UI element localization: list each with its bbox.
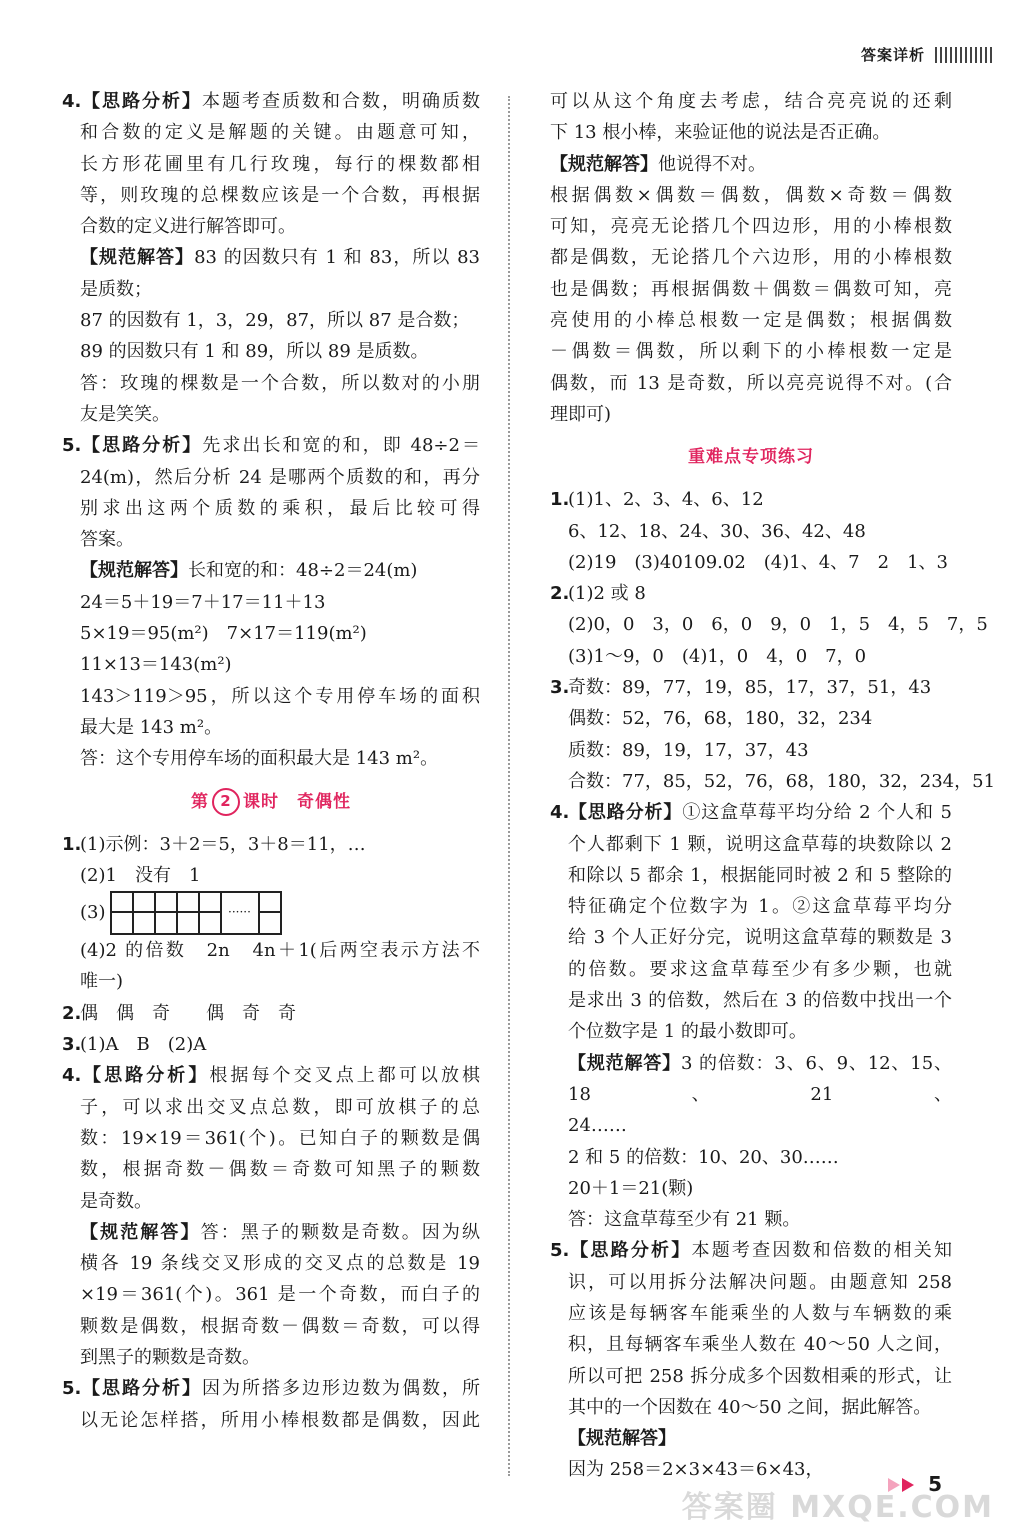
- text-line: [62, 1405, 480, 1436]
- answer-tag: 【思路分析】: [568, 1240, 692, 1262]
- text-line: [62, 555, 480, 586]
- text-line: [62, 618, 480, 649]
- text-line: [550, 242, 952, 273]
- text-line: [550, 274, 952, 305]
- text-line: [62, 493, 480, 524]
- text-line: [550, 399, 952, 430]
- line-text: (2)1 没有 1: [80, 864, 201, 886]
- line-text: 以无论怎样搭，所用小棒根数都是偶数，因此: [80, 1409, 480, 1431]
- text-line: [62, 1279, 480, 1310]
- line-text: 下 13 根小棒，来验证他的说法是否正确。: [550, 122, 891, 144]
- text-line: [62, 1248, 480, 1279]
- line-text: (3)1～9，0 (4)1，0 4，0 7，0: [568, 645, 867, 667]
- text-line: [550, 1110, 952, 1141]
- text-line: [550, 180, 952, 211]
- text-line: [62, 1123, 480, 1154]
- text-line: [550, 829, 952, 860]
- line-text: 数：19×19＝361(个)。已知白子的颗数是偶: [80, 1127, 480, 1149]
- text-line: [550, 86, 952, 117]
- question-number: 5.: [62, 1378, 82, 1400]
- question-number: 4.: [550, 802, 570, 824]
- text-line: [62, 935, 480, 966]
- question-number: 1.: [62, 833, 82, 855]
- text-line: [62, 368, 480, 399]
- text-line: [62, 305, 480, 336]
- line-text: 等，则玫瑰的总棵数应该是一个合数，再根据: [80, 184, 480, 206]
- line-text: (1)示例：3＋2＝5，3＋8＝11，…: [80, 833, 366, 855]
- text-line: [550, 1173, 952, 1204]
- line-text: 3 的倍数：3、6、9、12、15、18、21、: [568, 1052, 952, 1105]
- text-line: [550, 703, 952, 734]
- page-number: 5: [928, 1472, 942, 1496]
- answer-tag: 【规范解答】: [80, 247, 195, 269]
- text-line: [62, 860, 480, 891]
- text-line: [62, 1154, 480, 1185]
- line-text: 颗数是偶数，根据奇数－偶数＝奇数，可以得: [80, 1315, 480, 1337]
- page-header: [861, 44, 992, 65]
- grid-diagram: ······: [110, 891, 282, 935]
- text-line: [62, 1092, 480, 1123]
- line-text: 可知，亮亮无论搭几个四边形，用的小棒根数: [550, 216, 952, 238]
- text-line: [550, 1392, 952, 1423]
- text-line: [62, 1029, 480, 1060]
- line-text: 个位数字是 1 的最小数即可。: [568, 1021, 807, 1043]
- line-text: 特征确定个位数字为 1。②这盒草莓平均分: [568, 896, 952, 918]
- answer-tag: 【思路分析】: [80, 1065, 210, 1087]
- line-text: 也是偶数；再根据偶数＋偶数＝偶数可知，亮: [550, 278, 952, 300]
- text-line: [550, 1361, 952, 1392]
- line-text: 答：这盒草莓至少有 21 颗。: [568, 1209, 801, 1231]
- text-line: [550, 1048, 952, 1111]
- line-text: 答：这个专用停车场的面积最大是 143 m²。: [80, 748, 439, 770]
- text-line: [62, 998, 480, 1029]
- answer-tag: 【规范解答】: [568, 1052, 681, 1074]
- text-line: [550, 368, 952, 399]
- line-text: 友是笑笑。: [80, 403, 170, 425]
- line-text: (3): [80, 902, 106, 924]
- question-number: 2.: [550, 583, 570, 605]
- line-text: 子，可以求出交叉点总数，即可放棋子的总: [80, 1096, 480, 1118]
- line-text: 20＋1＝21(颗): [568, 1177, 694, 1199]
- text-line: [550, 1423, 952, 1454]
- line-text: 长和宽的和：48÷2＝24(m): [188, 560, 418, 582]
- text-line: [62, 524, 480, 555]
- line-text: 亮使用的小棒总根数一定是偶数；根据偶数: [550, 310, 952, 332]
- question-number: 4.: [62, 1065, 82, 1087]
- text-line: [550, 735, 952, 766]
- line-text: 的倍数。要求这盒草莓至少有多少颗，也就: [568, 958, 952, 980]
- line-text: (4)2 的倍数 2n 4n＋1(后两空表示方法不: [80, 940, 480, 962]
- line-text: 是奇数。: [80, 1190, 152, 1212]
- answer-tag: 【思路分析】: [80, 91, 202, 112]
- text-line: [550, 1267, 952, 1298]
- answer-tag: 【规范解答】: [80, 1221, 201, 1243]
- section-title-key-practice: 重难点专项练习: [688, 447, 814, 468]
- question-number: 3.: [62, 1034, 82, 1056]
- text-line: [62, 242, 480, 273]
- text-line: [62, 430, 480, 461]
- text-line: [550, 609, 988, 640]
- line-text: 根据每个交叉点上都可以放棋: [209, 1065, 481, 1087]
- line-text: －偶数＝偶数，所以剩下的小棒根数一定是: [550, 341, 952, 363]
- line-text: 奇数：89，77，19，85，17，37，51，43: [568, 677, 932, 699]
- line-text: 2 和 5 的倍数：10、20、30……: [568, 1146, 839, 1168]
- line-text: 所以可把 258 拆分成多个因数相乘的形式，让: [568, 1365, 952, 1387]
- line-text: 本题考查质数和合数，明确质数: [202, 91, 480, 112]
- line-text: (2)0，0 3，0 6，0 9，0 1，5 4，5 7，5: [568, 614, 988, 636]
- line-text: 24＝5＋19＝7＋17＝11＋13: [80, 591, 326, 613]
- question-number: 4.: [62, 91, 82, 112]
- line-text: 合数的定义进行解答即可。: [80, 216, 296, 238]
- line-text: ①这盒草莓平均分给 2 个人和 5: [682, 802, 952, 824]
- text-line: [550, 797, 952, 828]
- line-text: 143＞119＞95，所以这个专用停车场的面积: [80, 685, 480, 707]
- line-text: 他说得不对。: [658, 153, 766, 175]
- line-text: 唯一): [80, 971, 124, 993]
- text-line: [550, 149, 952, 180]
- line-text: (1)A B (2)A: [80, 1034, 207, 1056]
- text-line: [550, 891, 952, 922]
- text-line: [62, 681, 480, 712]
- line-text: 长方形花圃里有几行玫瑰，每行的棵数都相: [80, 153, 480, 175]
- text-line: [62, 649, 480, 680]
- line-text: (1)2 或 8: [568, 583, 646, 605]
- line-text: 给 3 个人正好分完，说明这盒草莓的颗数是 3: [568, 927, 952, 949]
- question-number: 1.: [550, 489, 570, 511]
- line-text: 都是偶数，无论搭几个六边形，用的小棒根数: [550, 247, 952, 269]
- line-text: 5×19＝95(m²) 7×17＝119(m²): [80, 623, 367, 645]
- line-text: 横各 19 条线交叉形成的交叉点的总数是 19: [80, 1253, 480, 1275]
- column-divider: [508, 96, 510, 1476]
- text-line: [550, 547, 952, 578]
- text-line: [62, 211, 480, 242]
- text-line: [550, 1235, 952, 1266]
- line-text: 最大是 143 m²。: [80, 716, 223, 738]
- line-text: (1)1、2、3、4、6、12: [568, 489, 764, 511]
- text-line: [62, 712, 480, 743]
- line-text: 6、12、18、24、30、36、42、48: [568, 520, 866, 542]
- text-line: [550, 954, 952, 985]
- line-text: 87 的因数有 1，3，29，87，所以 87 是合数；: [80, 310, 470, 332]
- answer-tag: 【规范解答】: [568, 1428, 676, 1450]
- left-column: [62, 86, 480, 1436]
- line-text: 答：黑子的颗数是奇数。因为纵: [200, 1221, 481, 1243]
- line-text: 数，根据奇数－偶数＝奇数可知黑子的颗数: [80, 1159, 480, 1181]
- text-line: [62, 462, 480, 493]
- line-text: 先求出长和宽的和，即 48÷2＝: [202, 435, 480, 457]
- line-text: 根据偶数×偶数＝偶数，偶数×奇数＝偶数: [550, 184, 952, 206]
- line-text: 和合数的定义是解题的关键。由题意可知，: [80, 122, 480, 144]
- text-line: [62, 1342, 480, 1373]
- question-number: 5.: [62, 435, 82, 457]
- text-line: [550, 860, 952, 891]
- text-line: [550, 922, 952, 953]
- text-line: [550, 305, 952, 336]
- line-text: 24(m)，然后分析 24 是哪两个质数的和，再分: [80, 466, 480, 488]
- text-line: [550, 672, 952, 703]
- line-text: 偶数：52，76，68，180，32，234: [568, 708, 873, 730]
- text-line: [550, 766, 996, 797]
- text-line: [62, 180, 480, 211]
- answer-tag: 【思路分析】: [568, 802, 683, 824]
- text-line: [62, 891, 480, 935]
- text-line: [550, 1016, 952, 1047]
- text-line: [550, 985, 952, 1016]
- text-line: [550, 484, 952, 515]
- text-line: [62, 829, 480, 860]
- text-line: [550, 516, 952, 547]
- text-line: [550, 1142, 952, 1173]
- line-text: 个人都剩下 1 颗，说明这盒草莓的块数除以 2: [568, 833, 952, 855]
- line-text: 是质数；: [80, 278, 152, 300]
- header-title: 答案详析: [860, 46, 925, 64]
- text-line: [62, 399, 480, 430]
- text-line: [62, 1373, 480, 1404]
- text-line: [62, 966, 480, 997]
- line-text: 识，可以用拆分法解决问题。由题意知 258: [568, 1271, 952, 1293]
- line-text: 质数：89，19，17，37，43: [568, 739, 809, 761]
- text-line: [550, 1204, 952, 1235]
- line-text: 答案。: [80, 529, 134, 551]
- answer-tag: 【规范解答】: [550, 153, 658, 175]
- line-text: 83 的因数只有 1 和 83，所以 83: [194, 247, 480, 269]
- text-line: [62, 587, 480, 618]
- text-line: [550, 641, 952, 672]
- line-text: 到黑子的颗数是奇数。: [80, 1346, 260, 1368]
- line-text: ×19＝361(个)。361 是一个奇数，而白子的: [80, 1284, 480, 1306]
- text-line: [62, 274, 480, 305]
- line-text: (2)19 (3)40109.02 (4)1、4、7 2 1、3: [568, 551, 948, 573]
- question-number: 2.: [62, 1002, 82, 1024]
- line-text: 合数：77，85，52，76，68，180，32，234，51: [568, 770, 996, 792]
- text-line: [550, 578, 952, 609]
- line-text: 其中的一个因数在 40～50 之间，据此解答。: [568, 1396, 932, 1418]
- text-line: [62, 1186, 480, 1217]
- text-line: [62, 117, 480, 148]
- text-line: [62, 86, 480, 117]
- text-line: [62, 1311, 480, 1342]
- text-line: [550, 336, 952, 367]
- watermark-logo: 答案圈 MXQE.COM: [681, 1490, 994, 1525]
- line-text: 答：玫瑰的棵数是一个合数，所以数对的小朋: [80, 372, 480, 394]
- text-line: [550, 117, 952, 148]
- question-number: 3.: [550, 677, 570, 699]
- line-text: 89 的因数只有 1 和 89，所以 89 是质数。: [80, 341, 429, 363]
- text-line: [550, 1329, 952, 1360]
- line-text: 因为 258＝2×3×43＝6×43，: [568, 1459, 824, 1481]
- line-text: 11×13＝143(m²): [80, 654, 232, 676]
- line-text: 和除以 5 都余 1，根据能同时被 2 和 5 整除的: [568, 864, 952, 886]
- line-text: 别求出这两个质数的乘积，最后比较可得: [80, 497, 480, 519]
- answer-tag: 【规范解答】: [80, 560, 188, 582]
- line-text: 应该是每辆客车能乘坐的人数与车辆数的乘: [568, 1302, 952, 1324]
- text-line: [550, 1298, 952, 1329]
- lesson-number-circle: 2: [212, 788, 240, 816]
- text-line: [62, 1217, 480, 1248]
- text-line: [62, 743, 480, 774]
- line-text: 积，且每辆客车乘坐人数在 40～50 人之间，: [568, 1334, 952, 1356]
- right-column: [550, 86, 996, 1486]
- line-text: 因为所搭多边形边数为偶数，所: [202, 1378, 480, 1400]
- text-line: [62, 1060, 480, 1091]
- text-line: [550, 211, 952, 242]
- line-text: 理即可): [550, 403, 612, 425]
- section-title-lesson-2: 第 2 课时 奇偶性: [62, 775, 480, 829]
- header-bars-decoration: [935, 47, 992, 63]
- question-number: 5.: [550, 1240, 570, 1262]
- line-text: 可以从这个角度去考虑，结合亮亮说的还剩: [550, 91, 952, 112]
- line-text: 偶 偶 奇 偶 奇 奇: [80, 1002, 296, 1024]
- line-text: 偶数，而 13 是奇数，所以亮亮说得不对。(合: [550, 372, 952, 394]
- line-text: 本题考查因数和倍数的相关知: [691, 1240, 953, 1262]
- line-text: 是求出 3 的倍数，然后在 3 的倍数中找出一个: [568, 990, 952, 1012]
- line-text: 24……: [568, 1115, 627, 1137]
- answer-tag: 【思路分析】: [80, 1378, 202, 1400]
- text-line: [62, 149, 480, 180]
- text-line: [62, 336, 480, 367]
- answer-tag: 【思路分析】: [80, 435, 203, 457]
